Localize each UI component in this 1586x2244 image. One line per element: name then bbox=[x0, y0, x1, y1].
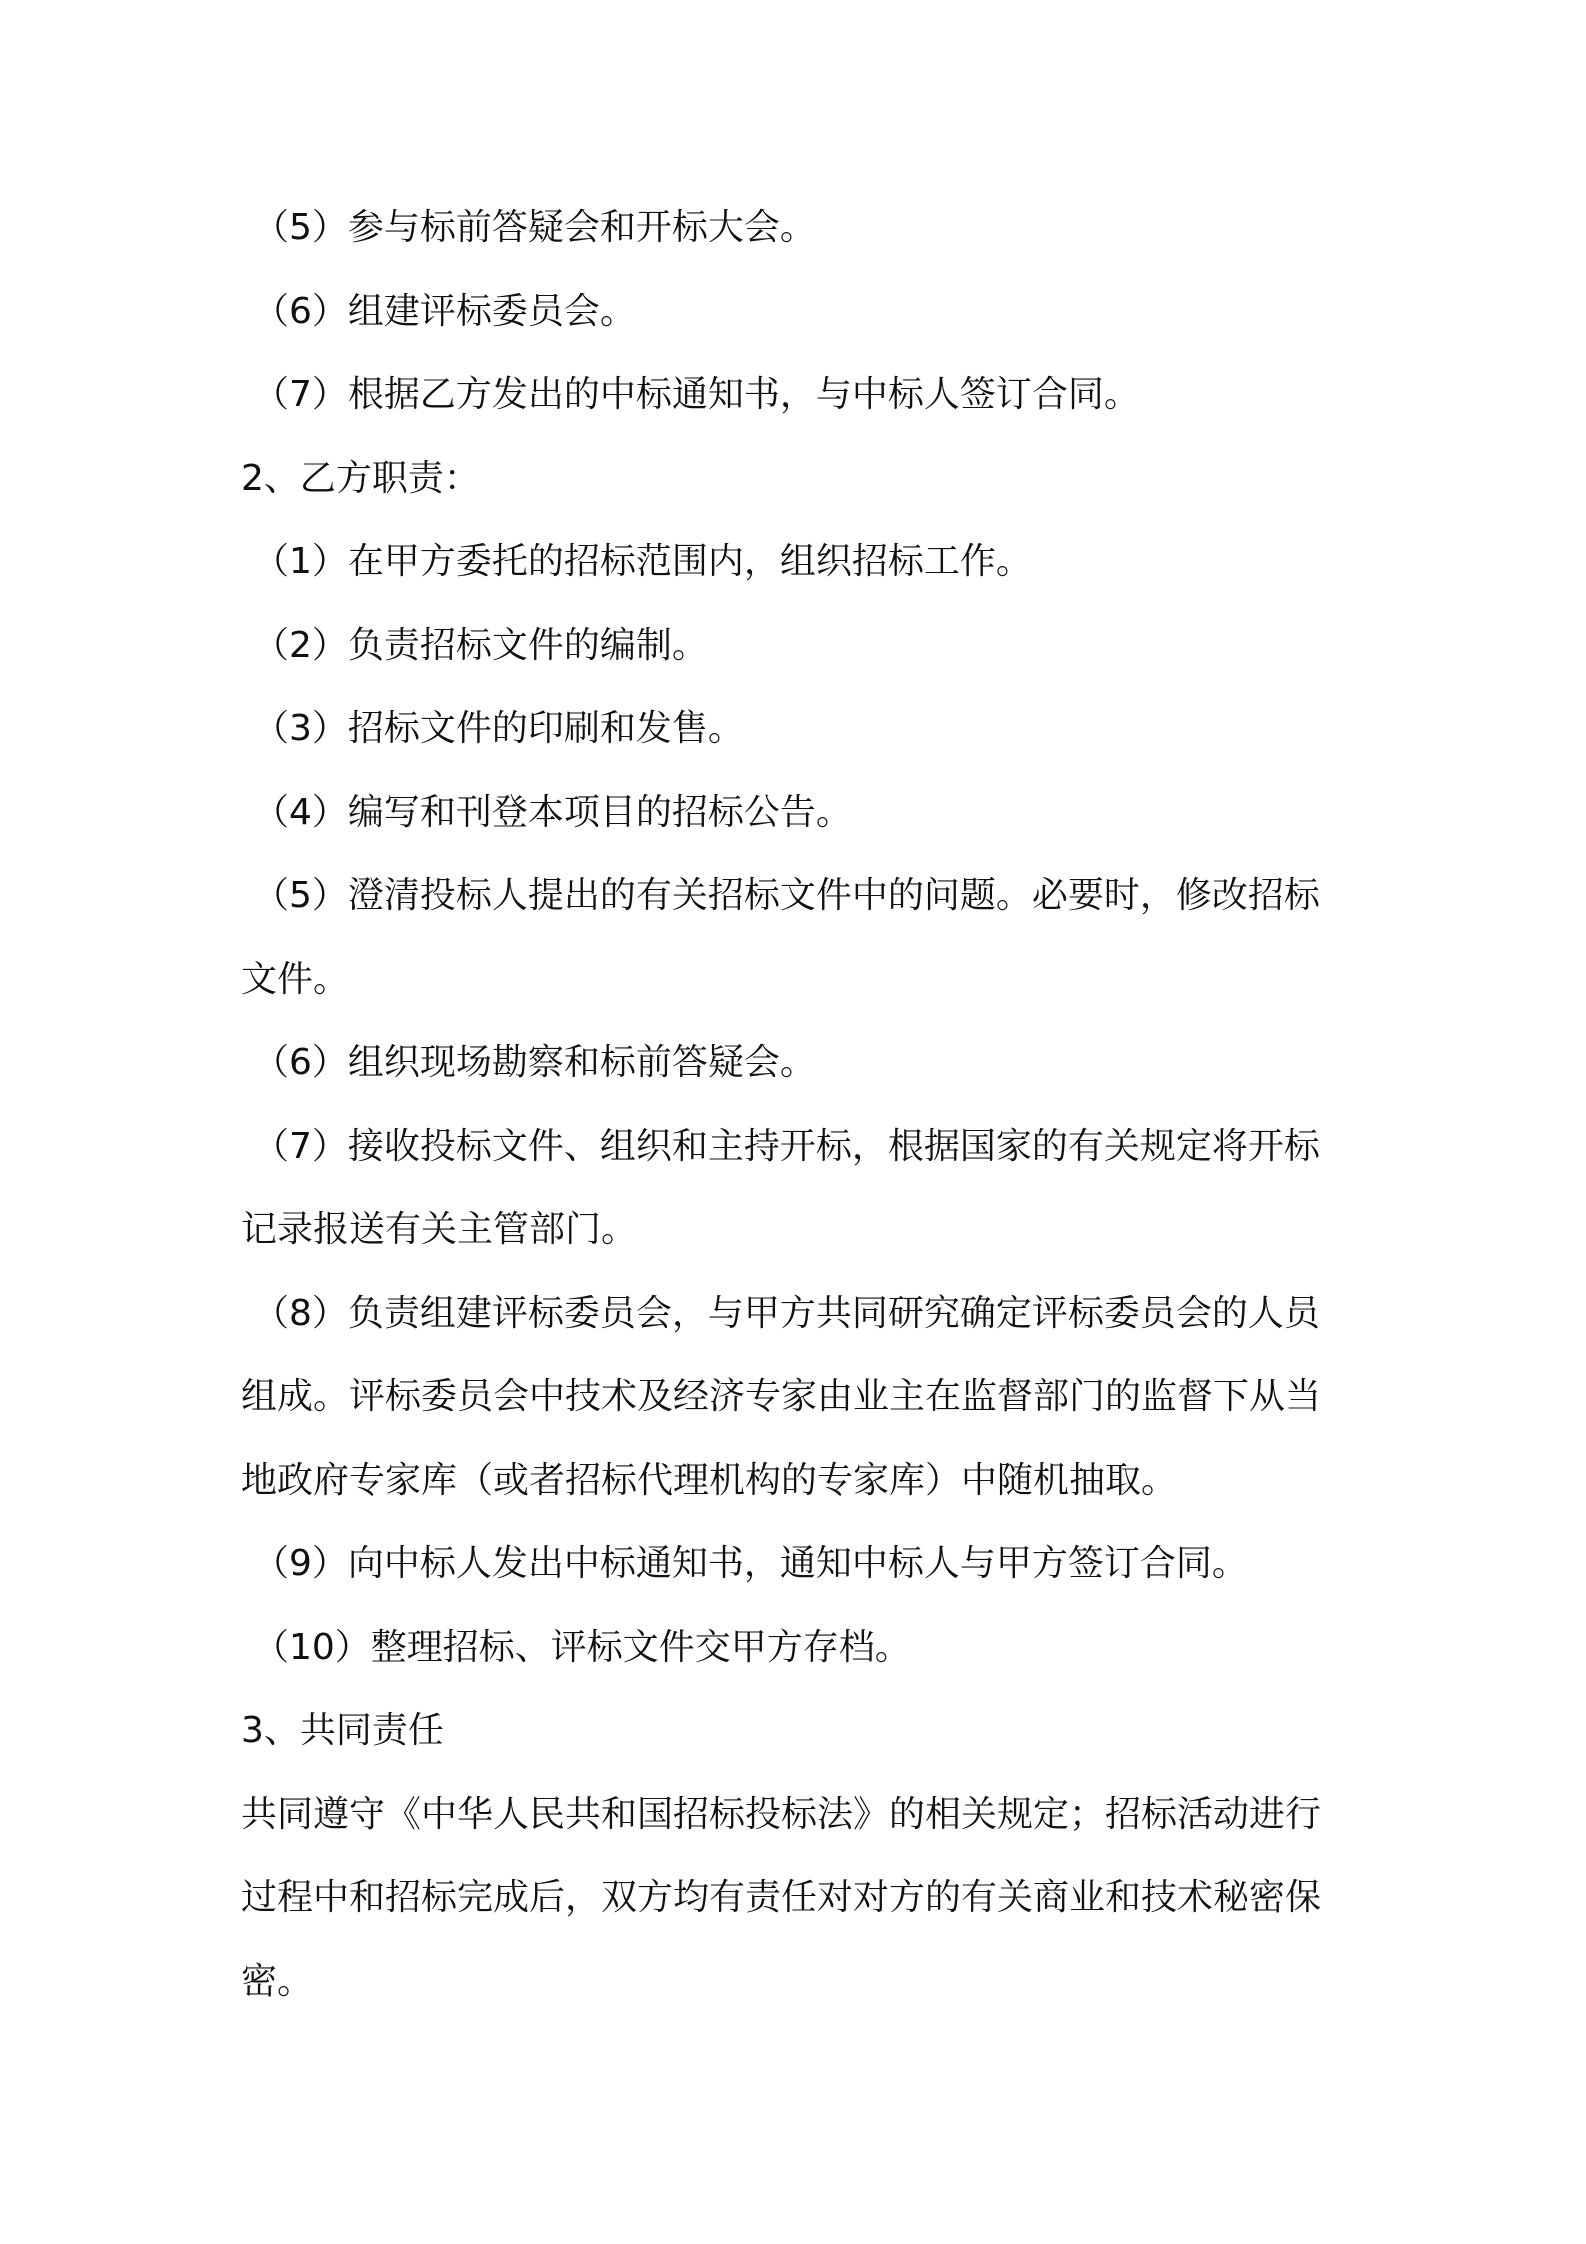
item-b8-cont2: 地政府专家库（或者招标代理机构的专家库）中随机抽取。 bbox=[241, 1460, 1178, 1501]
joint-duty-para-line1: 共同遵守《中华人民共和国招标投标法》的相关规定；招标活动进行 bbox=[241, 1794, 1322, 1835]
item-b5: （5）澄清投标人提出的有关招标文件中的问题。必要时，修改招标 bbox=[253, 875, 1320, 916]
item-a7: （7）根据乙方发出的中标通知书，与中标人签订合同。 bbox=[253, 374, 1140, 415]
item-b5-cont: 文件。 bbox=[241, 959, 350, 1000]
item-b3: （3）招标文件的印刷和发售。 bbox=[253, 708, 744, 749]
item-b6: （6）组织现场勘察和标前答疑会。 bbox=[253, 1042, 816, 1083]
item-b2: （2）负责招标文件的编制。 bbox=[253, 625, 708, 666]
item-b8-cont1: 组成。评标委员会中技术及经济专家由业主在监督部门的监督下从当 bbox=[241, 1376, 1322, 1417]
section-heading-3: 3、共同责任 bbox=[241, 1710, 444, 1751]
joint-duty-para-line3: 密。 bbox=[241, 1961, 314, 2002]
item-a5: （5）参与标前答疑会和开标大会。 bbox=[253, 207, 816, 248]
item-b10: （10）整理招标、评标文件交甲方存档。 bbox=[253, 1627, 911, 1668]
item-b4: （4）编写和刊登本项目的招标公告。 bbox=[253, 792, 852, 833]
section-heading-2: 2、乙方职责： bbox=[241, 458, 480, 499]
item-b9: （9）向中标人发出中标通知书，通知中标人与甲方签订合同。 bbox=[253, 1543, 1248, 1584]
item-b7: （7）接收投标文件、组织和主持开标，根据国家的有关规定将开标 bbox=[253, 1126, 1320, 1167]
item-b1: （1）在甲方委托的招标范围内，组织招标工作。 bbox=[253, 541, 1032, 582]
item-b8: （8）负责组建评标委员会，与甲方共同研究确定评标委员会的人员 bbox=[253, 1293, 1320, 1334]
item-a6: （6）组建评标委员会。 bbox=[253, 291, 636, 332]
joint-duty-para-line2: 过程中和招标完成后，双方均有责任对对方的有关商业和技术秘密保 bbox=[241, 1877, 1322, 1918]
item-b7-cont: 记录报送有关主管部门。 bbox=[241, 1209, 638, 1250]
